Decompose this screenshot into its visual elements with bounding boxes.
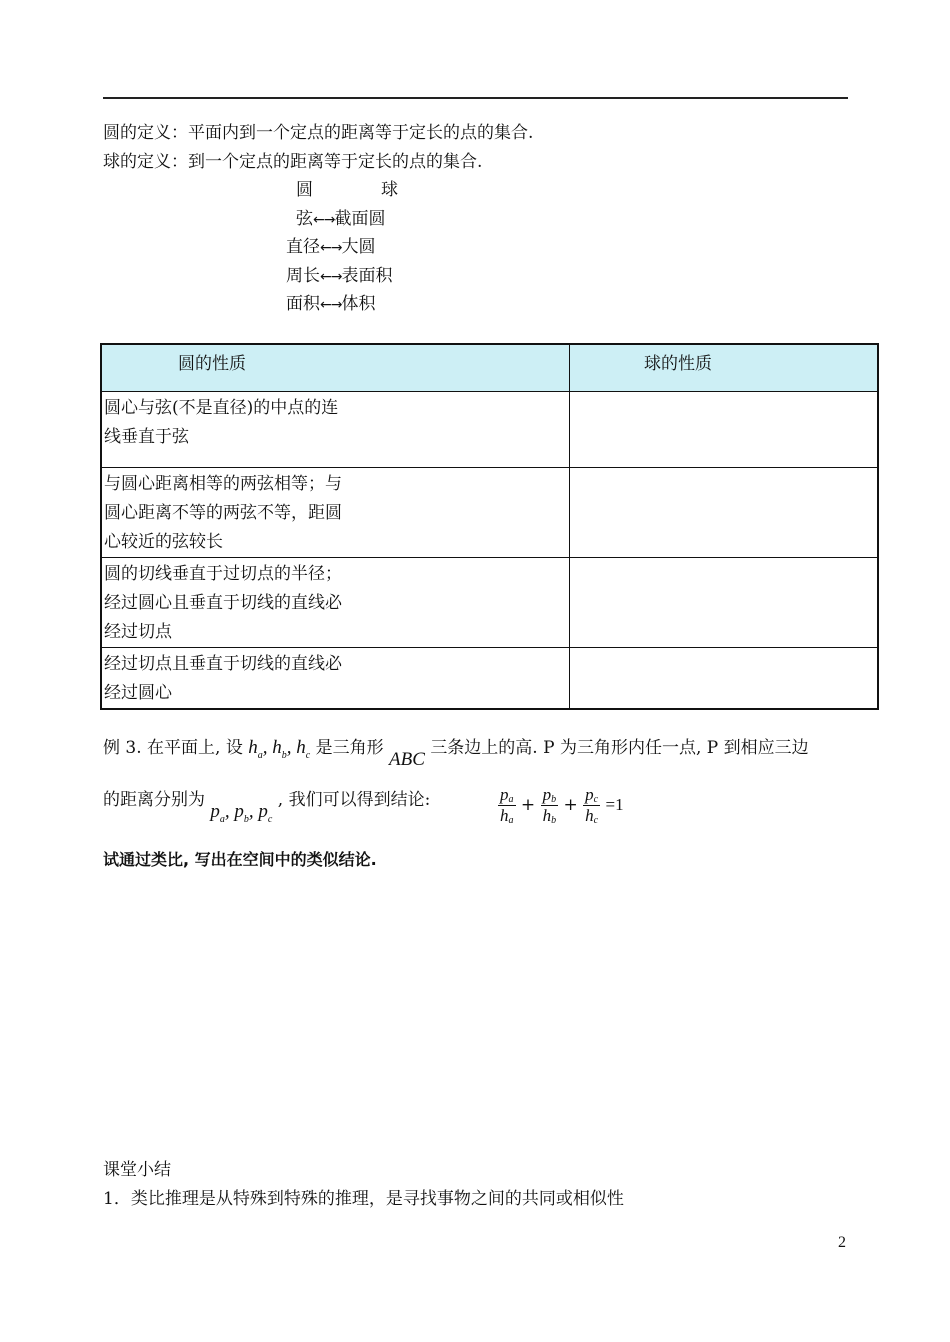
circle-property-cell [101,558,570,648]
table-row [101,392,878,468]
table-row [101,468,878,558]
example-text: 例 3. 在平面上, 设 [103,738,243,758]
circle-properties-header: 圆的性质 [101,344,570,392]
table-row [101,558,878,648]
example-task: 试通过类比, 写出在空间中的类似结论. [103,850,377,869]
distances-expression: $p_a$, $p_b$, $p_c$ [210,801,273,825]
mapping-header-sphere: 球 [381,180,398,200]
sphere-properties-header: 球的性质 [570,344,879,392]
mapping-left: 周长 [286,266,320,286]
header-rule [103,97,848,99]
summary-item-1: 1．类比推理是从特殊到特殊的推理，是寻找事物之间的共同或相似性 [103,1189,624,1209]
mapping-right: 大圆 [341,237,376,257]
example-text: 是三角形 [315,738,384,758]
properties-table [100,343,879,710]
page-number: 2 [838,1234,846,1251]
mapping-header-circle: 圆 [296,180,313,200]
mapping-left: 面积 [286,294,320,314]
circle-property-text: 经过切点且垂直于切线的直线必经过圆心 [104,654,342,703]
sphere-property-cell[interactable] [570,648,879,710]
mapping-left: 直径 [286,237,320,257]
summary-title: 课堂小结 [103,1160,171,1180]
circle-property-cell [101,468,570,558]
example-text: 的距离分别为 [103,790,205,810]
fraction: $\frac{pa}{ha}$ [500,785,514,826]
circle-property-text: 圆的切线垂直于过切点的半径；经过圆心且垂直于切线的直线必经过切点 [104,564,342,642]
example-line-1 [103,733,809,770]
sphere-definition: 球的定义：到一个定点的距离等于定长的点的集合. [103,152,483,172]
equals-one: =1 [605,795,624,814]
double-arrow-icon: ←→ [320,240,342,256]
fraction: $\frac{pb}{hb}$ [542,785,557,826]
sphere-property-cell[interactable] [570,392,879,468]
double-arrow-icon: ←→ [320,269,342,285]
example-text: 三条边上的高. P 为三角形内任一点, P 到相应三边 [430,738,809,758]
sphere-property-cell[interactable] [570,558,879,648]
mapping-right: 表面积 [341,266,393,286]
circle-property-text: 与圆心距离相等的两弦相等；与圆心距离不等的两弦不等，距圆心较近的弦较长 [104,474,342,552]
heights-expression: $h_a$, $h_b$, $h_c$ [248,737,311,761]
table-header-row [101,344,878,392]
circle-property-cell [101,392,570,468]
mapping-row [286,289,375,314]
example-text: , 我们可以得到结论: [277,790,431,810]
double-arrow-icon: ←→ [313,212,335,228]
circle-definition: 圆的定义：平面内到一个定点的距离等于定长的点的集合. [103,123,534,143]
sphere-property-cell[interactable] [570,468,879,558]
conclusion-formula: $\frac{pa}{ha}$ + $\frac{pb}{hb}$ + $\frac{pc}{hc}$ =1 [500,785,624,826]
double-arrow-icon: ←→ [320,297,342,313]
mapping-right: 体积 [341,294,376,314]
table-row [101,648,878,710]
mapping-row [286,261,392,286]
mapping-right: 截面圆 [334,209,386,229]
circle-property-cell [101,648,570,710]
mapping-row [296,204,385,229]
fraction: $\frac{pc}{hc}$ [585,785,599,826]
example-line-2 [103,785,431,825]
mapping-row [286,232,375,257]
mapping-left: 弦 [296,209,313,229]
circle-property-text: 圆心与弦(不是直径)的中点的连线垂直于弦 [104,398,339,447]
triangle-name: ABC [389,749,425,770]
